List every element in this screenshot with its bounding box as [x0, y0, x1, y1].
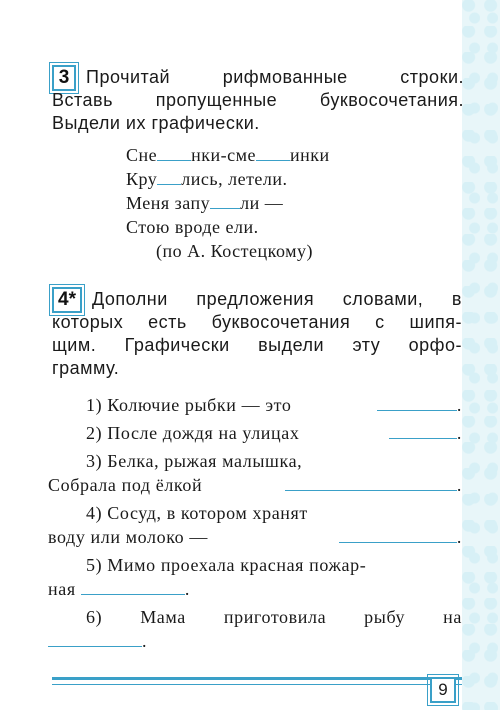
item-5-blank[interactable] — [81, 578, 185, 595]
decorative-side-band — [462, 0, 500, 710]
task-4-item-5 — [86, 553, 462, 577]
task-4-instruction-line-1: Дополни предложения словами, в — [92, 289, 462, 309]
item-2-period: . — [456, 423, 462, 443]
poem-line-4: Стою вроде ели. — [126, 217, 259, 237]
item-4-text-line-1: 4) Сосуд, в котором хранят — [86, 503, 308, 523]
poem-line-3-part-2: ли — — [240, 193, 284, 213]
item-5-text-line-1: 5) Мимо проехала красная пожар- — [86, 555, 367, 575]
item-3-text-line-2: Собрала под ёлкой — [48, 475, 203, 495]
footer-rule — [52, 677, 462, 685]
poem-gap-3[interactable] — [157, 168, 181, 185]
item-1-period: . — [456, 395, 462, 415]
item-6-word-2: Мама — [140, 607, 186, 627]
task-3-instruction — [52, 66, 464, 135]
poem-gap-2[interactable] — [256, 144, 290, 161]
task-4-item-2 — [86, 421, 462, 445]
task-4-number-badge: 4* — [52, 287, 82, 313]
task-3-number-badge: 3 — [52, 65, 76, 91]
item-4-blank[interactable] — [339, 526, 457, 543]
task-4-item-4 — [86, 501, 462, 525]
poem-line-1 — [126, 143, 330, 167]
poem-line-1-part-2: нки-сме — [191, 145, 257, 165]
task-4-item-6-continued — [48, 629, 424, 653]
item-6-word-4: рыбу — [364, 607, 406, 627]
item-5-text-line-2: ная — [48, 579, 76, 599]
item-1-text: 1) Колючие рыбки — это — [86, 395, 292, 415]
task-3-instruction-line-2: Вставь пропущенные буквосочетания. — [52, 90, 464, 110]
item-3-text-line-1: 3) Белка, рыжая малышка, — [86, 451, 303, 471]
poem-line-1-part-3: инки — [290, 145, 330, 165]
task-4-item-6 — [86, 605, 462, 629]
task-4-item-3-continued — [48, 473, 462, 497]
poem-line-1-part-1: Сне — [126, 145, 158, 165]
item-3-blank[interactable] — [285, 474, 457, 491]
task-4-item-3 — [86, 449, 462, 473]
item-4-period: . — [456, 527, 462, 547]
task-4-items — [48, 393, 462, 657]
task-4-instruction-line-2: которых есть буквосочетания с шипя- — [52, 312, 462, 332]
poem-gap-4[interactable] — [210, 192, 240, 209]
item-6-period: . — [142, 631, 148, 651]
task-3-poem — [126, 143, 330, 263]
poem-line-2-part-2: лись, летели. — [181, 169, 288, 189]
item-3-period: . — [456, 475, 462, 495]
task-4-item-1 — [86, 393, 462, 417]
item-2-text: 2) После дождя на улицах — [86, 423, 300, 443]
task-4-instruction-line-3: щим. Графически выдели эту орфо- — [52, 335, 462, 355]
task-4-item-5-continued — [48, 577, 424, 601]
item-6-word-3: приготовила — [223, 607, 327, 627]
poem-line-2-part-1: Кру — [126, 169, 158, 189]
poem-attribution: (по А. Костецкому) — [156, 241, 314, 261]
item-6-word-5: на — [443, 607, 462, 627]
item-6-word-1: 6) — [86, 607, 103, 627]
poem-gap-1[interactable] — [157, 144, 191, 161]
item-2-blank[interactable] — [389, 422, 457, 439]
task-4-instruction — [52, 288, 462, 380]
item-5-period: . — [184, 579, 190, 599]
poem-line-3 — [126, 191, 330, 215]
task-4-item-4-continued — [48, 525, 462, 549]
item-6-blank[interactable] — [48, 630, 142, 647]
task-3-instruction-line-1: Прочитай рифмованные строки. — [86, 67, 464, 87]
item-4-text-line-2: воду или молоко — — [48, 527, 208, 547]
task-3-instruction-line-3: Выдели их графически. — [52, 113, 260, 133]
poem-line-3-part-1: Меня запу — [126, 193, 211, 213]
poem-line-2 — [126, 167, 330, 191]
item-1-blank[interactable] — [377, 394, 457, 411]
page-number-badge: 9 — [430, 677, 456, 703]
task-4-instruction-line-4: грамму. — [52, 358, 120, 378]
